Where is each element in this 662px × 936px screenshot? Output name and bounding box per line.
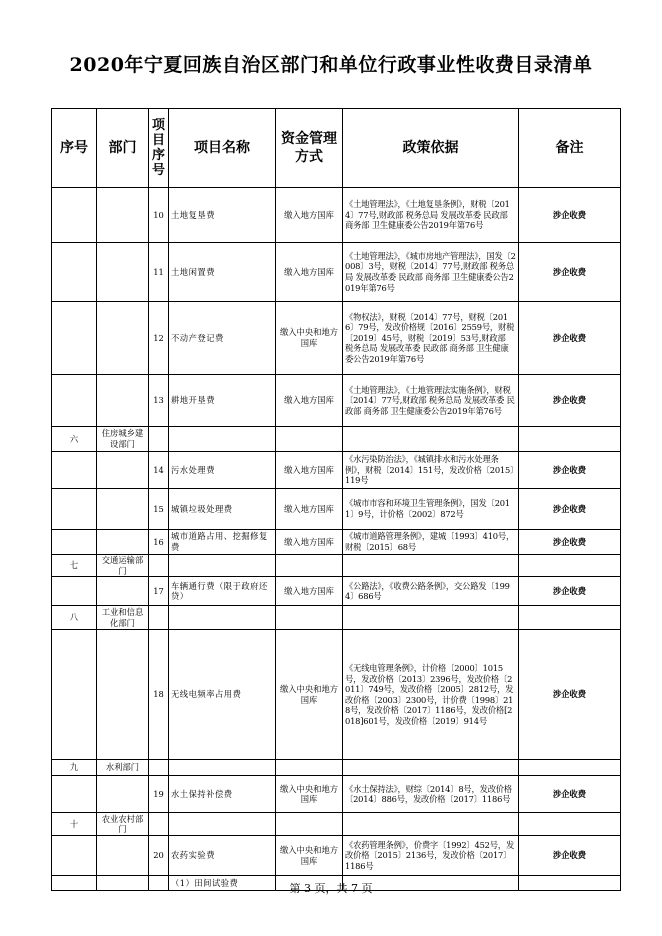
row-policy-basis [343,606,519,630]
header-seq: 项目序号 [149,109,169,188]
row-note [519,427,621,452]
row-fund-management [276,813,343,836]
row-index [52,836,97,876]
row-dept [97,452,149,489]
row-item-name: 车辆通行费（限于政府还贷） [169,577,276,606]
row-dept [97,375,149,427]
row-note: 涉企收费 [519,302,621,375]
row-note: 涉企收费 [519,188,621,243]
header-dept: 部门 [97,109,149,188]
row-index [52,375,97,427]
row-policy-basis: 《水污染防治法》，《城镇排水和污水处理条例》，财税〔2014〕151号，发改价格〔2015〕119号 [343,452,519,489]
row-dept [97,530,149,555]
row-policy-basis [343,760,519,776]
row-item-name: 水土保持补偿费 [169,776,276,813]
row-index [52,452,97,489]
row-note: 涉企收费 [519,530,621,555]
row-index: 七 [52,555,97,577]
row-item-name: 土地复垦费 [169,188,276,243]
table-row [52,630,621,760]
row-seq [149,555,169,577]
row-dept [97,489,149,530]
row-policy-basis: 《土地管理法》，《城市房地产管理法》，国发〔2008〕3号，财税〔2014〕77号,财政部 税务总局 发展改革委 民政部 商务部 卫生健康委公告2019年第76号 [343,243,519,302]
header-mgmt: 资金管理方式 [276,109,343,188]
row-index: 六 [52,427,97,452]
table-row [52,836,621,876]
row-seq: 15 [149,489,169,530]
row-dept [97,302,149,375]
table-row [52,776,621,813]
row-seq: 14 [149,452,169,489]
row-item-name [169,606,276,630]
row-item-name [169,760,276,776]
row-dept: 交通运输部门 [97,555,149,577]
row-index [52,188,97,243]
row-policy-basis: 《土地管理法》，《土地复垦条例》，财税〔2014〕77号,财政部 税务总局 发展改革委 民政部 商务部 卫生健康委公告2019年第76号 [343,188,519,243]
row-item-name: 城镇垃圾处理费 [169,489,276,530]
row-policy-basis: 《水土保持法》，财综〔2014〕8号，发改价格〔2014〕886号，发改价格〔2017〕1186号 [343,776,519,813]
row-item-name: 农药实验费 [169,836,276,876]
table-row [52,452,621,489]
row-fund-management: 缴入中央和地方国库 [276,776,343,813]
row-dept [97,577,149,606]
page-title: 2020年宁夏回族自治区部门和单位行政事业性收费目录清单 [69,54,593,76]
row-fund-management: 缴入中央和地方国库 [276,836,343,876]
row-index: 八 [52,606,97,630]
table-row [52,188,621,243]
row-note: 涉企收费 [519,489,621,530]
row-seq: 20 [149,836,169,876]
category-row [52,813,621,836]
row-index [52,489,97,530]
row-item-name: 土地闲置费 [169,243,276,302]
row-fund-management: 缴入地方国库 [276,489,343,530]
row-seq: 13 [149,375,169,427]
table-row [52,577,621,606]
row-note [519,555,621,577]
row-dept: 住房城乡建设部门 [97,427,149,452]
row-index [52,776,97,813]
table-row [52,375,621,427]
row-item-name: 不动产登记费 [169,302,276,375]
header-note: 备注 [519,109,621,188]
row-note: 涉企收费 [519,375,621,427]
row-index: 九 [52,760,97,776]
fee-table [51,108,621,891]
row-note: 涉企收费 [519,630,621,760]
row-policy-basis: 《城市道路管理条例》，建城〔1993〕410号，财税〔2015〕68号 [343,530,519,555]
row-note: 涉企收费 [519,452,621,489]
row-item-name: 城市道路占用、挖掘修复费 [169,530,276,555]
row-index [52,243,97,302]
row-index [52,530,97,555]
row-item-name: 耕地开垦费 [169,375,276,427]
row-note [519,606,621,630]
row-fund-management: 缴入地方国库 [276,530,343,555]
row-seq: 19 [149,776,169,813]
row-dept [97,188,149,243]
row-item-name: 污水处理费 [169,452,276,489]
row-fund-management: 缴入地方国库 [276,375,343,427]
table-row [52,243,621,302]
row-index [52,302,97,375]
row-seq: 10 [149,188,169,243]
row-seq [149,606,169,630]
row-dept [97,776,149,813]
category-row [52,760,621,776]
row-dept [97,630,149,760]
row-dept [97,243,149,302]
row-fund-management [276,555,343,577]
category-row [52,555,621,577]
row-dept: 农业农村部门 [97,813,149,836]
row-note: 涉企收费 [519,776,621,813]
row-note [519,760,621,776]
row-item-name [169,427,276,452]
row-index [52,577,97,606]
row-item-name: （1）田间试验费 [169,876,276,891]
row-fund-management [276,606,343,630]
row-note [519,813,621,836]
row-item-name [169,555,276,577]
row-policy-basis: 《农药管理条例》，价费字〔1992〕452号，发改价格〔2015〕2136号，发改价格〔2017〕1186号 [343,836,519,876]
row-seq [149,760,169,776]
page-footer: 第 3 页，共 7 页 [289,882,373,895]
row-index: 十 [52,813,97,836]
row-fund-management [276,760,343,776]
category-row [52,427,621,452]
row-note: 涉企收费 [519,836,621,876]
table-row [52,302,621,375]
row-policy-basis [343,813,519,836]
header-index: 序号 [52,109,97,188]
row-note: 涉企收费 [519,243,621,302]
row-policy-basis: 《土地管理法》，《土地管理法实施条例》，财税〔2014〕77号,财政部 税务总局 发展改革委 民政部 商务部 卫生健康委公告2019年第76号 [343,375,519,427]
row-fund-management: 缴入地方国库 [276,452,343,489]
row-seq: 18 [149,630,169,760]
row-dept [97,836,149,876]
table-row [52,530,621,555]
row-note: 涉企收费 [519,577,621,606]
row-fund-management [276,427,343,452]
header-name: 项目名称 [169,109,276,188]
row-fund-management: 缴入中央和地方国库 [276,630,343,760]
row-fund-management: 缴入中央和地方国库 [276,302,343,375]
row-seq [149,813,169,836]
row-seq: 12 [149,302,169,375]
row-policy-basis: 《城市市容和环境卫生管理条例》，国发〔2011〕9号，计价格〔2002〕872号 [343,489,519,530]
row-policy-basis: 《无线电管理条例》，计价格〔2000〕1015号，发改价格〔2013〕2396号，发改价格〔2011〕749号，发改价格〔2005〕2812号，发改价格〔2003〕2300号，计价费〔1998〕218号，发改价格〔2017〕1186号，发改价格[2018]601号，发改价格〔2019〕914号 [343,630,519,760]
row-fund-management: 缴入地方国库 [276,243,343,302]
row-policy-basis: 《公路法》，《收费公路条例》，交公路发〔1994〕686号 [343,577,519,606]
row-item-name [169,813,276,836]
row-seq [149,427,169,452]
row-seq: 11 [149,243,169,302]
row-dept: 工业和信息化部门 [97,606,149,630]
row-policy-basis: 《物权法》，财税〔2014〕77号，财税〔2016〕79号，发改价格规〔2016〕2559号，财税〔2019〕45号，财税〔2019〕53号,财政部 税务总局 发展改革委 民政部 商务部 卫生健康委公告2019年第76号 [343,302,519,375]
table-header-row [52,109,621,188]
category-row [52,606,621,630]
row-dept: 水利部门 [97,760,149,776]
row-item-name: 无线电频率占用费 [169,630,276,760]
header-basis: 政策依据 [343,109,519,188]
row-seq: 16 [149,530,169,555]
row-index [52,630,97,760]
row-fund-management: 缴入地方国库 [276,188,343,243]
row-seq: 17 [149,577,169,606]
table-row [52,489,621,530]
row-fund-management: 缴入地方国库 [276,577,343,606]
row-policy-basis [343,555,519,577]
row-policy-basis [343,427,519,452]
